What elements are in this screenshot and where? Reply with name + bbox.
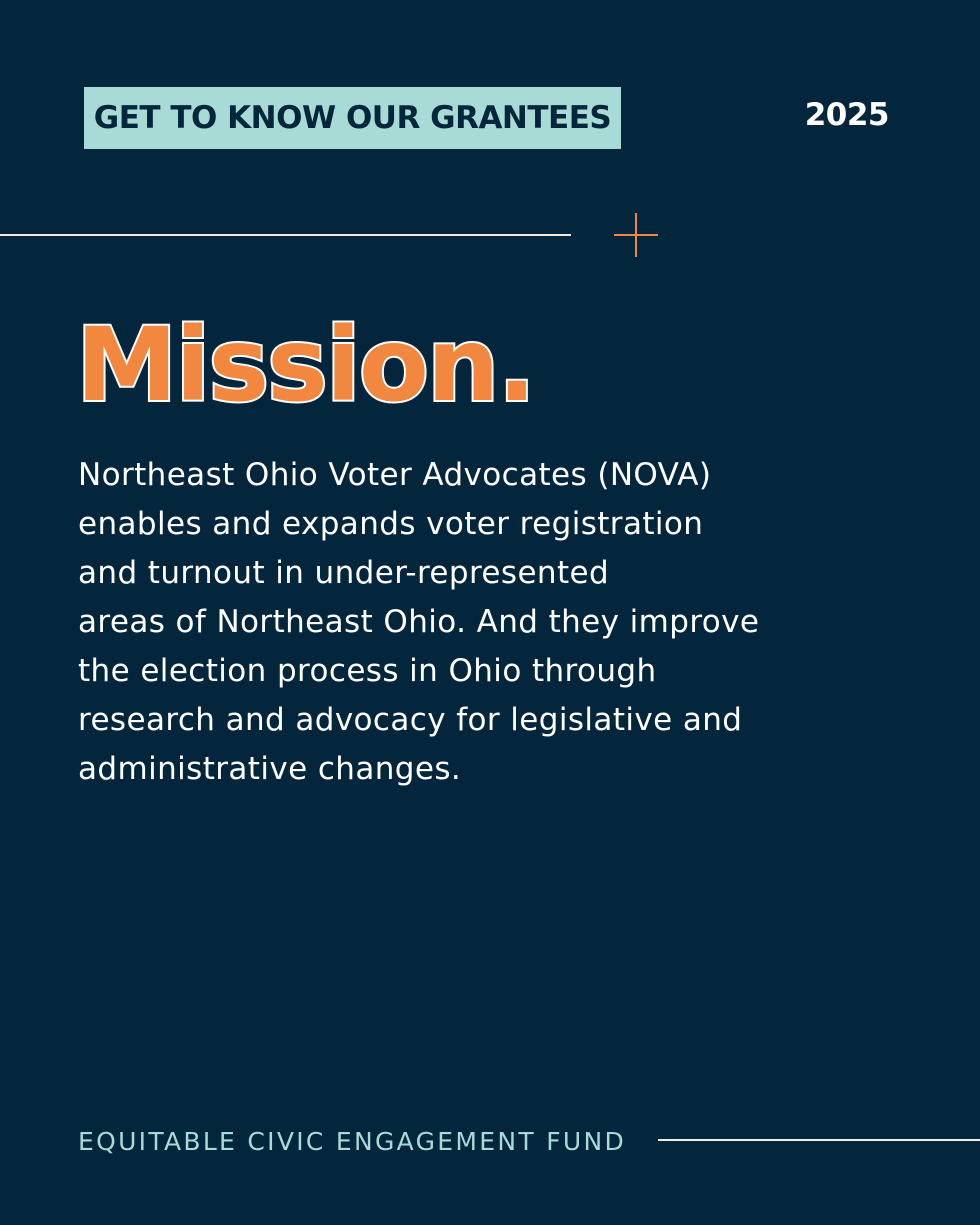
plus-cross-icon (614, 213, 658, 257)
mission-line: the election process in Ohio through (78, 653, 657, 689)
top-divider (0, 234, 571, 236)
page-title: Mission. (76, 306, 535, 425)
mission-line: and turnout in under-represented (78, 555, 610, 591)
badge-text: GET TO KNOW OUR GRANTEES (93, 100, 612, 136)
year-label: 2025 (804, 97, 889, 133)
mission-line: administrative changes. (78, 751, 462, 787)
grantees-badge (84, 87, 621, 149)
mission-line: areas of Northeast Ohio. And they improve (78, 604, 760, 640)
mission-description (78, 451, 918, 794)
mission-line: enables and expands voter registration (78, 506, 704, 542)
footer-org-name: EQUITABLE CIVIC ENGAGEMENT FUND (78, 1127, 627, 1156)
footer-divider (658, 1139, 980, 1141)
mission-line: research and advocacy for legislative and (78, 702, 743, 738)
mission-line: Northeast Ohio Voter Advocates (NOVA) (78, 457, 712, 493)
